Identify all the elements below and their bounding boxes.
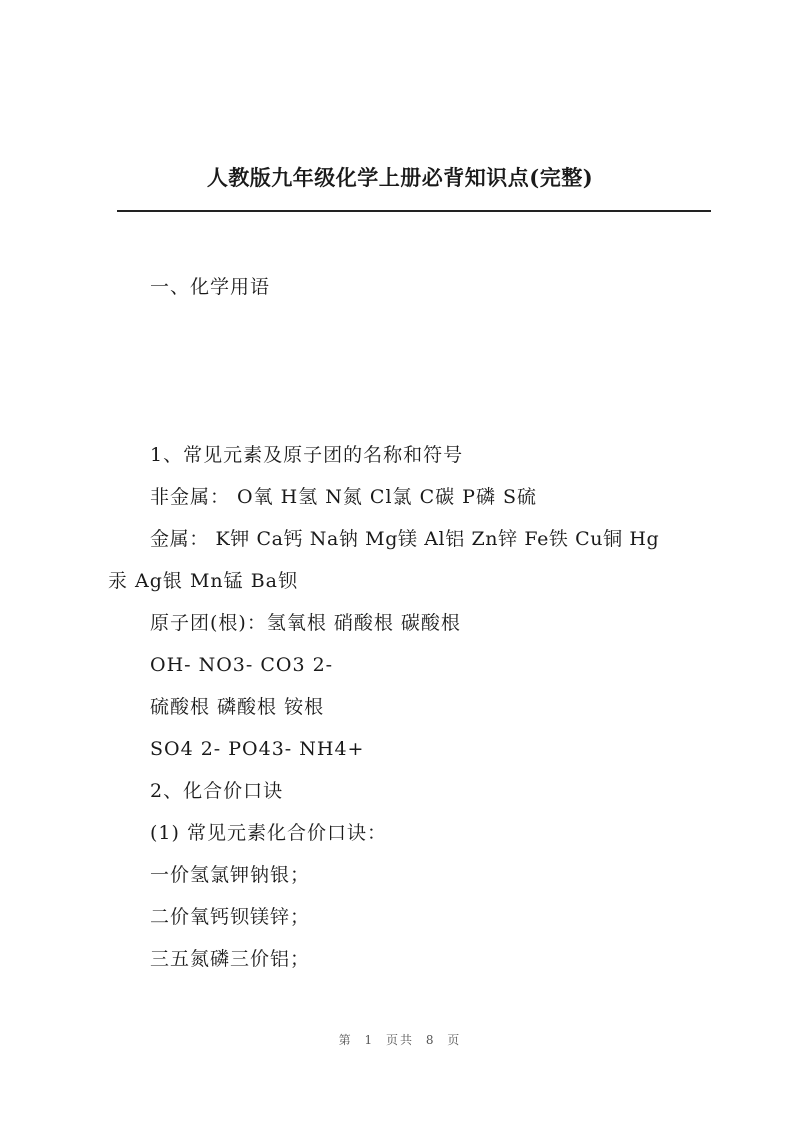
footer-middle: 页共 [385,1033,414,1047]
page-footer [0,1031,800,1048]
paragraph-line: (1) 常见元素化合价口诀： [150,822,387,844]
paragraph-line: 一价氢氯钾钠银； [150,864,311,886]
paragraph-line: 非金属： O氧 H氢 N氮 Cl氯 C碳 P磷 S硫 [150,486,538,508]
paragraph-line: 硫酸根 磷酸根 铵根 [150,696,325,718]
paragraph-line: 三五氮磷三价铝； [150,948,311,970]
paragraph-line: 金属： K钾 Ca钙 Na钠 Mg镁 Al铝 Zn锌 Fe铁 Cu铜 Hg [150,528,660,550]
title-underline [117,210,711,212]
footer-suffix: 页 [447,1033,462,1047]
paragraph-line: SO4 2- PO43- NH4+ [150,738,365,760]
paragraph-line: 2、化合价口诀 [150,780,284,802]
paragraph-line: 原子团(根)：氢氧根 硝酸根 碳酸根 [150,612,461,634]
footer-page-number: 1 [364,1033,375,1047]
footer-total-pages: 8 [425,1033,436,1047]
paragraph-line-continued: 汞 Ag银 Mn锰 Ba钡 [108,570,298,592]
paragraph-line: 1、常见元素及原子团的名称和符号 [150,444,464,466]
document-title: 人教版九年级化学上册必背知识点(完整) [206,165,594,190]
paragraph-line: 二价氧钙钡镁锌； [150,906,311,928]
footer-prefix: 第 [338,1033,353,1047]
paragraph-line: OH- NO3- CO3 2- [150,654,334,676]
section-heading: 一、化学用语 [150,276,271,298]
